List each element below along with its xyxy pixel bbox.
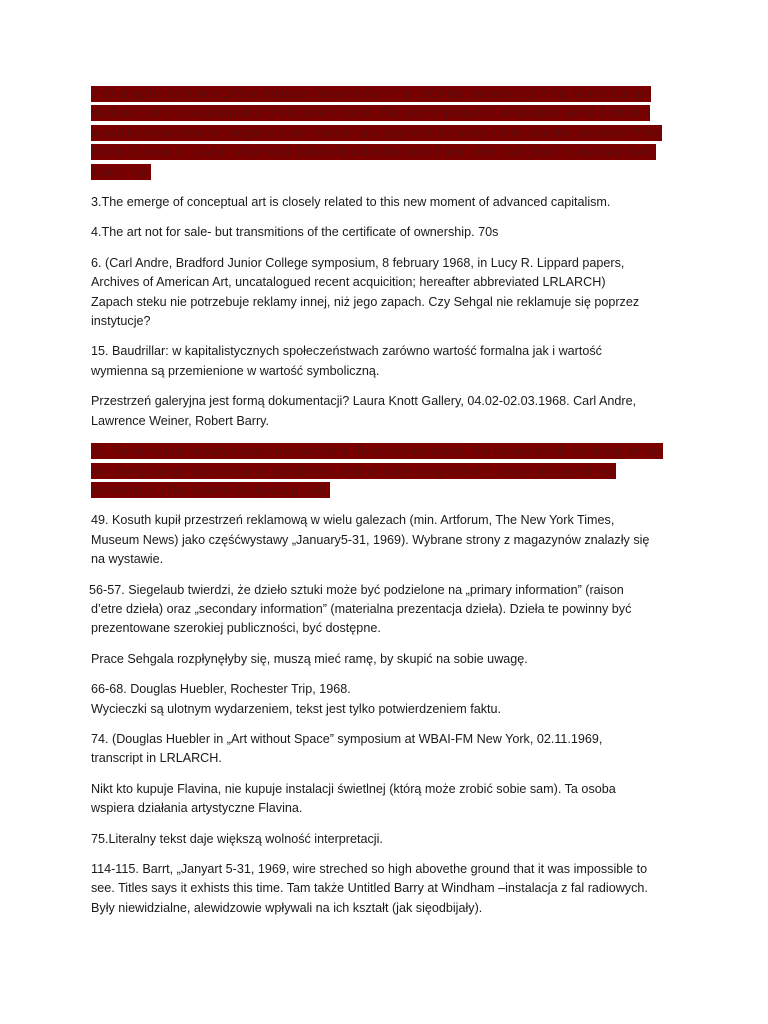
text-line: nie ma praktycznego zastosowania przedmiotu. Jednak staje się systemem rzeczy jako przedmiot	[91, 444, 664, 478]
text-line: Były niewidzialne, alewidzowie wpływali na ich kształt (jak sięodbijały).	[91, 900, 483, 915]
text-line: Museum News) jako częśćwystawy „January5-31, 1969). Wybrane strony z magazynów znalazły się	[91, 532, 650, 547]
text-line: Kunsthalle Bern, 1969), n.p.	[91, 145, 656, 179]
text-line: Zapach steku nie potrzebuje reklamy innej, niż jego zapach. Czy Sehgal nie reklamuje się poprzez	[91, 294, 640, 309]
paragraph-4	[91, 223, 677, 242]
text-line: prezentowane szerokiej publiczności, być dostępne.	[91, 621, 381, 636]
paragraph-3	[91, 193, 677, 212]
text-line: Europe declares: art is a counterpart to the business world. The post important is innovation, without	[91, 87, 652, 121]
text-line: 75.Literalny tekst daje większą wolność interpretacji.	[91, 831, 383, 846]
text-line: 6. (Carl Andre, Bradford Junior College symposium, 8 february 1968, in Lucy R. Lippard papers,	[91, 255, 625, 270]
text-line: president Philip Morris Europe, in „Live in YourHead: When Attitudes Become Form”, exh. Cat (Bern:	[91, 125, 663, 160]
text-line: 114-115. Barrt, „Janyart 5-31, 1969, wire streched so high abovethe ground that it was impossible to	[91, 862, 648, 876]
text-line: which it would be impossible for progress to be made in any segment of society. (John Murphy,	[91, 106, 651, 140]
text-line: 74. (Douglas Huebler in „Art without Space” symposium at WBAI-FM New York, 02.11.1969,	[91, 731, 603, 746]
paragraph-56-57	[91, 581, 677, 639]
paragraph-sehgal	[91, 650, 677, 669]
text-line: see. Titles says it exhists this time. Tam także Untitled Barry at Windham –instalacja z fal radiowych.	[91, 881, 648, 896]
paragraph-2-highlighted	[91, 85, 677, 182]
text-line: Archives of American Art, uncatalogued recent acquicition; hereafter abbreviated LRLARCH)	[91, 275, 606, 290]
paragraph-114-115	[91, 860, 677, 918]
text-line: 3.The emerge of conceptual art is closely related to this new moment of advanced capitalism.	[91, 195, 611, 210]
text-line: instytucje?	[91, 314, 151, 329]
text-line: 49. Kosuth kupił przestrzeń reklamową w wielu galezach (min. Artforum, The New York Times,	[91, 513, 615, 528]
paragraph-gallery	[91, 392, 677, 431]
text-line: konsumpcji. (The system of objects,p.164).	[91, 482, 331, 497]
paragraph-49	[91, 511, 677, 569]
paragraph-74	[91, 730, 677, 769]
text-line: Wycieczki są ulotnym wydarzeniem, tekst jest tylko potwierdzeniem faktu.	[91, 701, 502, 716]
text-line: 42. Reklama jest bezużyteczna i niepotrzebna. To czyste konotacje. Nie dodaje nic do produkcji ani	[91, 444, 644, 459]
text-line: transcript in LRLARCH.	[91, 751, 222, 766]
paragraph-66-68	[91, 680, 677, 719]
text-line: na wystawie.	[91, 552, 164, 567]
document-page	[91, 85, 677, 929]
paragraph-42-highlighted	[91, 442, 677, 500]
text-line: 2. During the exhibition „When Attitudes Become Form” in 1969 the president of Philip Morris	[91, 87, 607, 101]
paragraph-6	[91, 254, 677, 332]
text-line: Lawrence Weiner, Robert Barry.	[91, 413, 270, 428]
text-line: 15. Baudrillar: w kapitalistycznych społeczeństwach zarówno wartość formalna jak i wartość	[91, 344, 602, 359]
text-line: wspiera działania artystyczne Flavina.	[91, 801, 303, 816]
text-line: Prace Sehgala rozpłynęłyby się, muszą mieć ramę, by skupić na sobie uwagę.	[91, 651, 528, 666]
paragraph-15	[91, 342, 677, 381]
text-line: d’etre dzieła) oraz „secondary information” (materialna prezentacja dzieła). Dzieła te powinny być	[91, 601, 632, 616]
text-line: Nikt kto kupuje Flavina, nie kupuje instalacji świetlnej (którą może zrobić sobie sam). Ta osoba	[91, 781, 616, 796]
paragraph-flavin	[91, 780, 677, 819]
text-line: 56-57. Siegelaub twierdzi, że dzieło sztuki może być podzielone na „primary information” (raison	[89, 582, 624, 597]
text-line: wymienna są przemienione w wartość symboliczną.	[91, 363, 380, 378]
text-line: 66-68. Douglas Huebler, Rochester Trip, 1968.	[91, 682, 351, 697]
paragraph-75	[91, 830, 677, 849]
text-line: Przestrzeń galeryjna jest formą dokumentacji? Laura Knott Gallery, 04.02-02.03.1968. Carl Andre,	[91, 394, 637, 409]
text-line: 4.The art not for sale- but transmitions of the certificate of ownership. 70s	[91, 225, 499, 240]
